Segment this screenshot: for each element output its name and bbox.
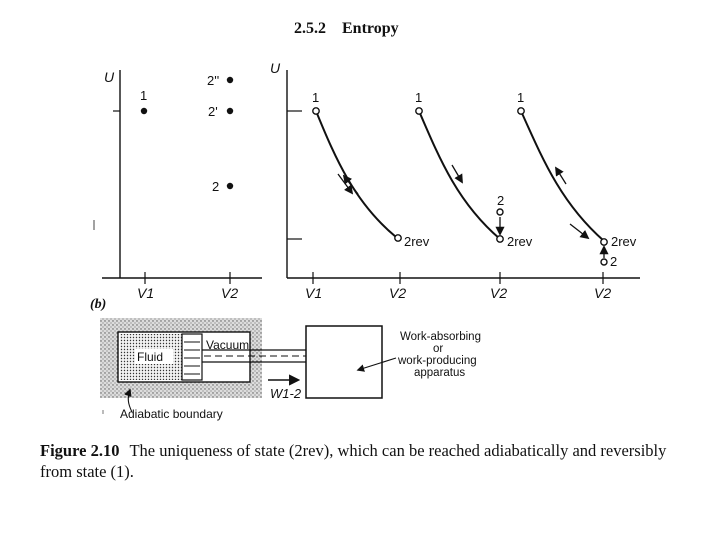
panel-a-x-tick-label-v2: V2 bbox=[221, 285, 239, 301]
panel-a-state-2dd-point bbox=[227, 77, 233, 83]
fluid-label: Fluid bbox=[137, 350, 164, 364]
adiabatic-boundary-label: Adiabatic boundary bbox=[120, 407, 223, 421]
subplot-2-state-2-point bbox=[497, 209, 503, 215]
panel-a-state-2d-point bbox=[227, 108, 233, 114]
figure-caption bbox=[40, 440, 700, 482]
subplot-3-reversible-curve bbox=[521, 111, 604, 241]
subplot-2-reversible-curve bbox=[419, 111, 500, 239]
subplot-1-reversible-curve bbox=[316, 111, 396, 237]
subplot-2-state-2rev-label: 2rev bbox=[507, 234, 533, 249]
caption-text: The uniqueness of state (2rev), which can be reached adiabatically and reversibly from state (1). bbox=[40, 441, 667, 481]
figure-label: Figure 2.10 bbox=[40, 441, 120, 460]
section-title: Entropy bbox=[342, 20, 399, 37]
panel-a-state-1-label: 1 bbox=[140, 88, 148, 103]
panel-a-x-tick-label-v1: V1 bbox=[137, 285, 155, 301]
section-number: 2.5.2 bbox=[294, 20, 326, 37]
subplot-2-state-1-point bbox=[416, 108, 422, 114]
part-b-label: (b) bbox=[90, 297, 107, 312]
subplot-2-state-2-label: 2 bbox=[497, 193, 505, 208]
apparatus-label-line-4: apparatus bbox=[414, 367, 466, 379]
subplot-3-x-tick-label-v2: V2 bbox=[594, 285, 612, 301]
subplot-3-state-2-point bbox=[601, 259, 607, 265]
panel-a-plot bbox=[94, 69, 262, 301]
subplot-2-arrow-down bbox=[452, 165, 462, 182]
subplot-3-arrow-up bbox=[556, 168, 566, 184]
panels-b-plot bbox=[270, 60, 640, 301]
panel-a-y-label: U bbox=[104, 69, 115, 85]
subplot-3-state-2rev-label: 2rev bbox=[611, 234, 637, 249]
subplot-1-x-tick-label-v1: V1 bbox=[305, 285, 323, 301]
panel-a-state-2dd-label: 2'' bbox=[207, 73, 220, 88]
apparatus-label-line-3: work-producing bbox=[398, 355, 477, 367]
panel-a-state-2-label: 2 bbox=[212, 179, 220, 194]
panel-a-state-2d-label: 2' bbox=[208, 104, 218, 119]
work-apparatus-box bbox=[306, 326, 382, 398]
panel-a-state-2-point bbox=[227, 183, 233, 189]
work-label: W1-2 bbox=[270, 386, 302, 401]
subplot-1-state-1-point bbox=[313, 108, 319, 114]
subplot-3-state-1-label: 1 bbox=[517, 90, 525, 105]
subplot-3-state-2-label: 2 bbox=[610, 254, 618, 269]
subplot-3-state-1-point bbox=[518, 108, 524, 114]
subplot-1-x-tick-label-v2: V2 bbox=[389, 285, 407, 301]
apparatus-diagram bbox=[90, 297, 481, 421]
subplot-1-state-2rev-label: 2rev bbox=[404, 234, 430, 249]
subplot-1-state-1-label: 1 bbox=[312, 90, 320, 105]
subplot-2-x-tick-label-v2: V2 bbox=[490, 285, 508, 301]
subplot-3-state-2rev-point bbox=[601, 239, 607, 245]
panel-a-state-1-point bbox=[141, 108, 147, 114]
subplot-3-side-arrow bbox=[570, 224, 588, 238]
vacuum-label: Vacuum bbox=[206, 338, 250, 352]
apparatus-label-line-1: Work-absorbing bbox=[400, 331, 481, 343]
subplot-2-state-2rev-point bbox=[497, 236, 503, 242]
apparatus-label-line-2: or bbox=[433, 343, 444, 355]
subplot-2-state-1-label: 1 bbox=[415, 90, 423, 105]
piston bbox=[182, 334, 202, 380]
subplot-1-state-2rev-point bbox=[395, 235, 401, 241]
panel-b-y-label: U bbox=[270, 60, 281, 76]
